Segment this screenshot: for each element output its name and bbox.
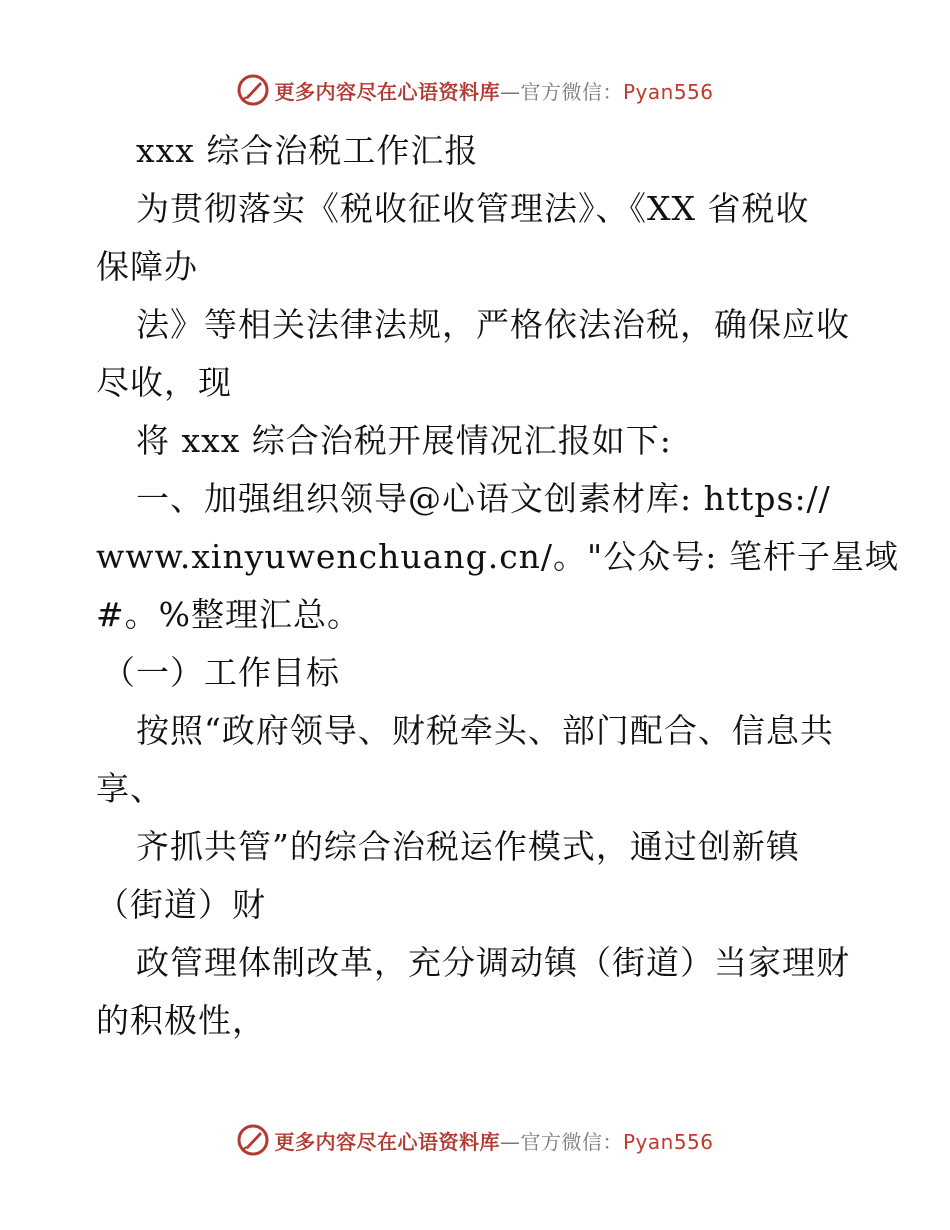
paragraph-line: 享、 — [96, 769, 164, 808]
paragraph-line: 尽收，现 — [96, 363, 232, 402]
document-title: xxx 综合治税工作汇报 — [136, 131, 479, 170]
paragraph-line: 齐抓共管”的综合治税运作模式，通过创新镇 — [136, 827, 800, 866]
watermark-wechat-label: 官方微信： — [520, 1129, 623, 1154]
section-heading: 一、加强组织领导@心语文创素材库: https:// — [136, 479, 831, 518]
watermark-banner-bottom — [0, 1120, 950, 1160]
watermark-text — [274, 76, 713, 105]
watermark-wechat-id: Pyan556 — [622, 79, 714, 104]
watermark-text — [274, 1126, 713, 1155]
watermark-wechat-label: 官方微信： — [520, 79, 623, 104]
watermark-separator: — — [499, 79, 521, 104]
paragraph-line: 为贯彻落实《税收征收管理法》、《XX 省税收 — [136, 189, 810, 228]
paragraph-line: 政管理体制改革，充分调动镇（街道）当家理财 — [136, 943, 850, 982]
watermark-separator: — — [499, 1129, 521, 1154]
paragraph-line: 的积极性， — [96, 1001, 266, 1040]
watermark-library: 更多内容尽在心语资料库 — [274, 1129, 500, 1154]
paragraph-line: www.xinyuwenchuang.cn/。"公众号: 笔杆子星域 — [96, 537, 899, 576]
watermark-banner-top — [0, 70, 950, 110]
quill-logo-icon — [236, 1123, 270, 1157]
watermark-library: 更多内容尽在心语资料库 — [274, 79, 500, 104]
paragraph-line: 保障办 — [96, 247, 198, 286]
quill-logo-icon — [236, 73, 270, 107]
watermark-wechat-id: Pyan556 — [622, 1129, 714, 1154]
paragraph-line: （街道）财 — [96, 885, 266, 924]
paragraph-line: 按照“政府领导、财税牵头、部门配合、信息共 — [136, 711, 834, 750]
document-body — [96, 122, 899, 1050]
paragraph-line: #。%整理汇总。 — [96, 595, 362, 634]
paragraph-line: 将 xxx 综合治税开展情况汇报如下: — [136, 421, 672, 460]
paragraph-line: 法》等相关法律法规，严格依法治税，确保应收 — [136, 305, 850, 344]
subsection-heading: （一）工作目标 — [102, 653, 340, 692]
